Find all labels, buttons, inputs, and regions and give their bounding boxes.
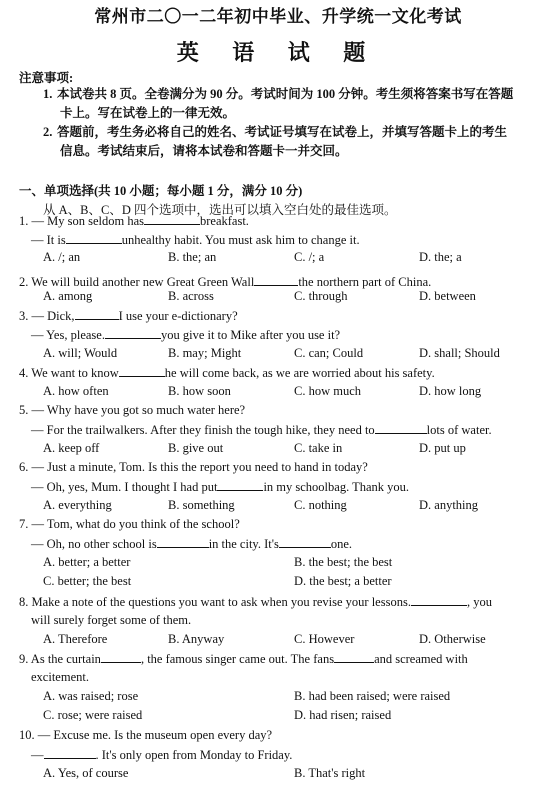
question-9-option: A. was raised; rose [43,689,139,703]
question-5-option: B. give out [168,441,224,455]
question-10-line [19,728,272,743]
question-8-option: B. Anyway [168,632,225,646]
question-text: unhealthy habit. You must ask him to change it. [121,233,360,247]
question-text: will surely forget some of them. [31,613,192,627]
notice-item-2 [43,123,523,161]
question-10-line [31,747,292,763]
question-2-option: B. across [168,289,214,303]
answer-blank [157,536,209,548]
question-5-line [31,422,492,438]
question-5-option: A. keep off [43,441,100,455]
question-3-option: B. may; Might [168,346,242,360]
question-2-option: D. between [419,289,476,303]
question-1-option: A. /; an [43,250,81,264]
question-2-line [19,274,431,290]
question-text: you give it to Mike after you use it? [160,328,341,342]
question-9-option: C. rose; were raised [43,708,143,722]
notice-item-1 [43,85,523,123]
question-4-option: C. how much [294,384,362,398]
answer-blank [119,365,165,377]
answer-blank [75,308,119,320]
question-7-option: A. better; a better [43,555,131,569]
question-text: — For the trailwalkers. After they finish the tough hike, they need to [31,423,375,437]
question-text: 1. — My son seldom has [19,214,144,228]
answer-blank [105,327,161,339]
question-text: — Oh, yes, Mum. I thought I had put [31,480,218,494]
question-text: — [31,748,44,762]
question-3-option: A. will; Would [43,346,118,360]
answer-blank [375,422,427,434]
question-1-line [31,232,360,248]
question-text: he will come back, as we are worried about his safety. [164,366,435,380]
question-6-line [31,479,409,495]
answer-blank [279,536,331,548]
question-7-line [19,517,240,532]
question-5-line [19,403,245,418]
question-text: 5. — Why have you got so much water here? [19,403,246,417]
notice-text: 答题前，考生务必将自己的姓名、考试证号填写在试卷上，并填写答题卡上的考生 [57,125,508,139]
question-text: . It's only open from Monday to Friday. [95,748,293,762]
question-text: , you [466,595,492,609]
question-5-option: C. take in [294,441,343,455]
question-text: 7. — Tom, what do you think of the school? [19,517,240,531]
question-9-line [31,670,89,685]
section-instruction: 从 A、B、C、D 四个选项中，选出可以填入空白处的最佳选项。 [43,203,397,217]
question-text: lots of water. [426,423,492,437]
notice-heading: 注意事项: [19,71,74,85]
question-6-line [19,460,368,475]
question-4-line [19,365,435,381]
answer-blank [101,651,141,663]
question-text: — Oh, no other school is [31,537,157,551]
answer-blank [144,213,200,225]
question-8-option: A. Therefore [43,632,108,646]
question-10-option: B. That's right [294,766,366,780]
question-1-option: C. /; a [294,250,325,264]
question-text: , the famous singer came out. The fans [140,652,335,666]
question-1-option: B. the; an [168,250,217,264]
question-1-line [19,213,249,229]
question-8-line [19,594,492,610]
question-text: 9. As the curtain [19,652,101,666]
question-text: breakfast. [200,214,249,228]
question-text: 4. We want to know [19,366,119,380]
question-text: 3. — Dick, [19,309,75,323]
question-5-option: D. put up [419,441,466,455]
question-text: 2. We will build another new Great Green Wall [19,275,255,289]
question-text: and screamed with [374,652,468,666]
section-title: 一、单项选择(共 10 小题；每小题 1 分，满分 10 分) [19,184,303,198]
question-9-option: D. had risen; raised [294,708,392,722]
question-8-line [31,613,191,628]
question-3-line [31,327,340,343]
question-9-line [19,651,468,667]
exam-title: 常州市二〇一二年初中毕业、升学统一文化考试 [94,7,462,26]
question-text: — Yes, please. [31,328,105,342]
answer-blank [44,747,96,759]
question-6-option: B. something [168,498,235,512]
question-text: 10. — Excuse me. Is the museum open every day? [19,728,273,742]
question-6-option: D. anything [419,498,479,512]
question-4-option: B. how soon [168,384,231,398]
question-4-option: A. how often [43,384,109,398]
question-text: in my schoolbag. Thank you. [263,480,410,494]
question-7-option: C. better; the best [43,574,132,588]
answer-blank [334,651,374,663]
notice-number: 2. [43,125,53,139]
notice-text: 信息。考试结束后，请将本试卷和答题卡一并交回。 [60,144,348,158]
question-3-line [19,308,238,324]
question-2-option: C. through [294,289,348,303]
question-text: 6. — Just a minute, Tom. Is this the report you need to hand in today? [19,460,368,474]
question-text: in the city. It's [208,537,279,551]
question-2-option: A. among [43,289,93,303]
question-text: excitement. [31,670,89,684]
question-6-option: A. everything [43,498,112,512]
answer-blank [254,274,298,286]
question-text: the northern part of China. [298,275,432,289]
question-10-option: A. Yes, of course [43,766,129,780]
answer-blank [66,232,122,244]
question-3-option: C. can; Could [294,346,364,360]
answer-blank [217,479,263,491]
question-text: one. [330,537,353,551]
notice-text: 卡上。写在试卷上的一律无效。 [60,106,236,120]
question-8-option: C. However [294,632,355,646]
question-8-option: D. Otherwise [419,632,486,646]
question-text: I use your e-dictionary? [118,309,238,323]
question-7-option: B. the best; the best [294,555,393,569]
question-9-option: B. had been raised; were raised [294,689,451,703]
answer-blank [411,594,467,606]
question-text: 8. Make a note of the questions you want to ask when you revise your lessons. [19,595,411,609]
question-4-option: D. how long [419,384,482,398]
question-7-line [31,536,352,552]
question-7-option: D. the best; a better [294,574,392,588]
notice-number: 1. [43,87,53,101]
subject-title: 英 语 试 题 [176,40,380,65]
question-text: — It is [31,233,66,247]
question-1-option: D. the; a [419,250,462,264]
question-6-option: C. nothing [294,498,347,512]
notice-text: 本试卷共 8 页。全卷满分为 90 分。考试时间为 100 分钟。考生须将答案书写在答题 [57,87,514,101]
question-3-option: D. shall; Should [419,346,500,360]
